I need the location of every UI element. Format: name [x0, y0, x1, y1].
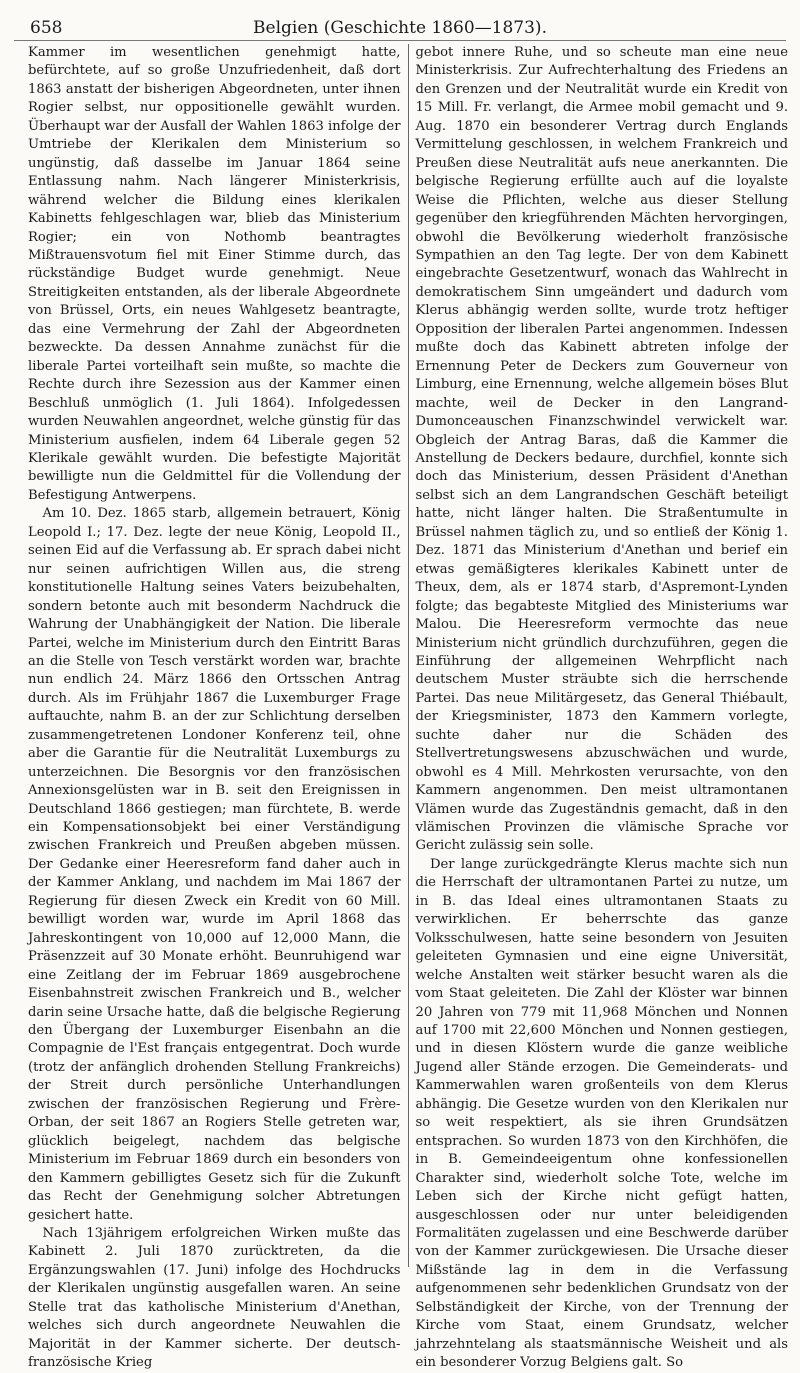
text-columns: [28, 44, 788, 1371]
paragraph: Nach 13jährigem erfolgreichen Wirken mußte das Kabinett 2. Juli 1870 zurücktreten, da die Ergänzungswahlen (17. Juni) infolge des Hochdrucks der Klerikalen ungünstig ausgefallen waren. An seine Stelle trat das katholische Ministerium d'Anethan, welches sich durch angeordnete Neuwahlen die Majorität in der Kammer sicherte. Der deutsch-französische Krieg: [28, 1226, 401, 1371]
paragraph: Der lange zurückgedrängte Klerus machte sich nun die Herrschaft der ultramontanen Partei zu nutze, um in B. das Ideal eines ultramontanen Staats zu verwirklichen. Er beherrschte das ganze Volksschulwesen, hatte seine besondern von Jesuiten geleiteten Gymnasien und eine eigne Universität, welche Anstalten weit stärker besucht waren als die vom Staat geleiteten. Die Zahl der Klöster war binnen 20 Jahren von 779 mit 11,968 Mönchen und Nonnen auf 1700 mit 22,600 Mönchen und Nonnen gestiegen, und in diesen Klöstern wurde die ganze weibliche Jugend aller Stände erzogen. Die Gemeinderats- und Kammerwahlen waren großenteils von dem Klerus abhängig. Die Gesetze wurden von den Klerikalen nur so weit respektiert, als sie ihren Grundsätzen entsprachen. So wurden 1873 von den Kirchhöfen, die in B. Gemeindeeigentum ohne konfessionellen Charakter sind, wiederholt solche Tote, welche im Leben sich der Kirche nicht gefügt hatten, ausgeschlossen oder nur unter beleidigenden Formalitäten zugelassen und eine Beschwerde darüber von der Kammer zurückgewiesen. Die Ursache dieser Mißstände lag in dem in die Verfassung aufgenommenen sehr bedenklichen Grundsatz von der Selbständigkeit der Kirche, von der Trennung der Kirche vom Staat, einem Grundsatz, welcher jahrzehntelang als staatsmännische Weisheit und als ein besonderer Vorzug Belgiens galt. So: [415, 856, 788, 1371]
paragraph: gebot innere Ruhe, und so scheute man eine neue Ministerkrisis. Zur Aufrechterhaltung des Friedens an den Grenzen und der Neutralität wurde ein Kredit von 15 Mill. Fr. verlangt, die Armee mobil gemacht und 9. Aug. 1870 ein besonderer Vertrag durch Englands Vermittelung geschlossen, in welchem Frankreich und Preußen diese Neutralität aufs neue anerkannten. Die belgische Regierung erfüllte auch auf die loyalste Weise die Pflichten, welche aus dieser Stellung gegenüber den kriegführenden Mächten hervorgingen, obwohl die Bevölkerung wiederholt französische Sympathien an den Tag legte. Der von dem Kabinett eingebrachte Gesetzentwurf, wonach das Wahlrecht in demokratischem Sinn umgeändert und dadurch vom Klerus abhängig werden sollte, wurde trotz heftiger Opposition der liberalen Partei angenommen. Indessen mußte doch das Kabinett abtreten infolge der Ernennung Peter de Deckers zum Gouverneur von Limburg, eine Ernennung, welche allgemein böses Blut machte, weil de Decker in den Langrand-Dumonceauschen Finanzschwindel verwickelt war. Obgleich der Antrag Baras, daß die Kammer die Anstellung de Deckers bedaure, durchfiel, konnte sich doch das Ministerium, dessen Präsident d'Anethan selbst sich an dem Langrandschen Geschäft beteiligt hatte, nicht länger halten. Die Straßentumulte in Brüssel nahmen täglich zu, und so entließ der König 1. Dez. 1871 das Ministerium d'Anethan und berief ein etwas gemäßigteres klerikales Kabinett unter de Theux, dem, als er 1874 starb, d'Aspremont-Lynden folgte; das begabteste Mitglied des Ministeriums war Malou. Die Heeresreform vermochte das neue Ministerium nicht gründlich durchzuführen, gegen die Einführung der allgemeinen Wehrpflicht nach deutschem Muster sträubte sich die herrschende Partei. Das neue Militärgesetz, das General Thiébault, der Kriegsminister, 1873 den Kammern vorlegte, suchte daher nur die Schäden des Stellvertretungswesens abzuschwächen und wurde, obwohl es 4 Mill. Mehrkosten verursachte, von den Kammern angenommen. Den meist ultramontanen Vlämen wurde das Zugeständnis gemacht, daß in den vlämischen Provinzen die vlämische Sprache vor Gericht zulässig sein solle.: [415, 45, 788, 854]
paragraph: Am 10. Dez. 1865 starb, allgemein betrauert, König Leopold I.; 17. Dez. legte der neue König, Leopold II., seinen Eid auf die Verfassung ab. Er sprach dabei nicht nur seinen aufrichtigen Willen aus, die streng konstitutionelle Haltung seines Vaters beizubehalten, sondern betonte auch mit besonderm Nachdruck die Wahrung der Unabhängigkeit der Nation. Die liberale Partei, welche im Ministerium durch den Eintritt Baras an die Stelle von Tesch verstärkt worden war, brachte nun endlich 24. März 1866 den Ortsschen Antrag durch. Als im Frühjahr 1867 die Luxemburger Frage auftauchte, nahm B. an der zur Schlichtung derselben zusammengetretenen Londoner Konferenz teil, ohne aber die Garantie für die Neutralität Luxemburgs zu unterzeichnen. Die Besorgnis vor den französischen Annexionsgelüsten war in B. seit den Ereignissen in Deutschland 1866 gestiegen; man fürchtete, B. werde ein Kompensationsobjekt bei einer Verständigung zwischen Frankreich und Preußen abgeben müssen. Der Gedanke einer Heeresreform fand daher auch in der Kammer Anklang, und nachdem im Mai 1867 der Regierung für diesen Zweck ein Kredit von 60 Mill. bewilligt worden war, wurde im April 1868 das Jahreskontingent von 10,000 auf 12,000 Mann, die Präsenzzeit auf 30 Monate erhöht. Beunruhigend war eine Zeitlang der im Februar 1869 ausgebrochene Eisenbahnstreit zwischen Frankreich und B., welcher darin seine Ursache hatte, daß die belgische Regierung den Übergang der Luxemburger Eisenbahn an die Compagnie de l'Est français entgegentrat. Doch wurde (trotz der anfänglich drohenden Stellung Frankreichs) der Streit durch persönliche Unterhandlungen zwischen der französischen Regierung und Frère-Orban, der seit 1867 an Rogiers Stelle getreten war, glücklich beigelegt, nachdem das belgische Ministerium im Februar 1869 durch ein besonders von den Kammern gebilligtes Gesetz sich für die Zukunft das Recht der Genehmigung solcher Abtretungen gesichert hatte.: [28, 506, 401, 1223]
left-column: [28, 44, 408, 1371]
running-title: Belgien (Geschichte 1860—1873).: [253, 18, 547, 38]
page-header: [14, 14, 786, 41]
page-number: 658: [30, 18, 63, 38]
paragraph: Kammer im wesentlichen genehmigt hatte, befürchtete, auf so große Unzufriedenheit, daß dort 1863 anstatt der bisherigen Abgeordneten, unter ihnen Rogier selbst, nur oppositionelle gewählt wurden. Überhaupt war der Ausfall der Wahlen 1863 infolge der Umtriebe der Klerikalen dem Ministerium so ungünstig, daß dasselbe im Januar 1864 seine Entlassung nahm. Nach längerer Ministerkrisis, während welcher die Bildung eines klerikalen Kabinetts fehlgeschlagen war, blieb das Ministerium Rogier; ein von Nothomb beantragtes Mißtrauensvotum fiel mit Einer Stimme durch, das rückständige Budget wurde genehmigt. Neue Streitigkeiten entstanden, als der liberale Abgeordnete von Brüssel, Orts, ein neues Wahlgesetz beantragte, das eine Vermehrung der Zahl der Abgeordneten bezweckte. Da dessen Annahme zunächst für die liberale Partei vorteilhaft sein mußte, so machte die Rechte durch ihre Sezession aus der Kammer einen Beschluß unmöglich (1. Juli 1864). Infolgedessen wurden Neuwahlen angeordnet, welche günstig für das Ministerium ausfielen, indem 64 Liberale gegen 52 Klerikale gewählt wurden. Die befestigte Majorität bewilligte nun die Geldmittel für die Vollendung der Befestigung Antwerpens.: [28, 45, 401, 503]
right-column: [408, 44, 789, 1371]
